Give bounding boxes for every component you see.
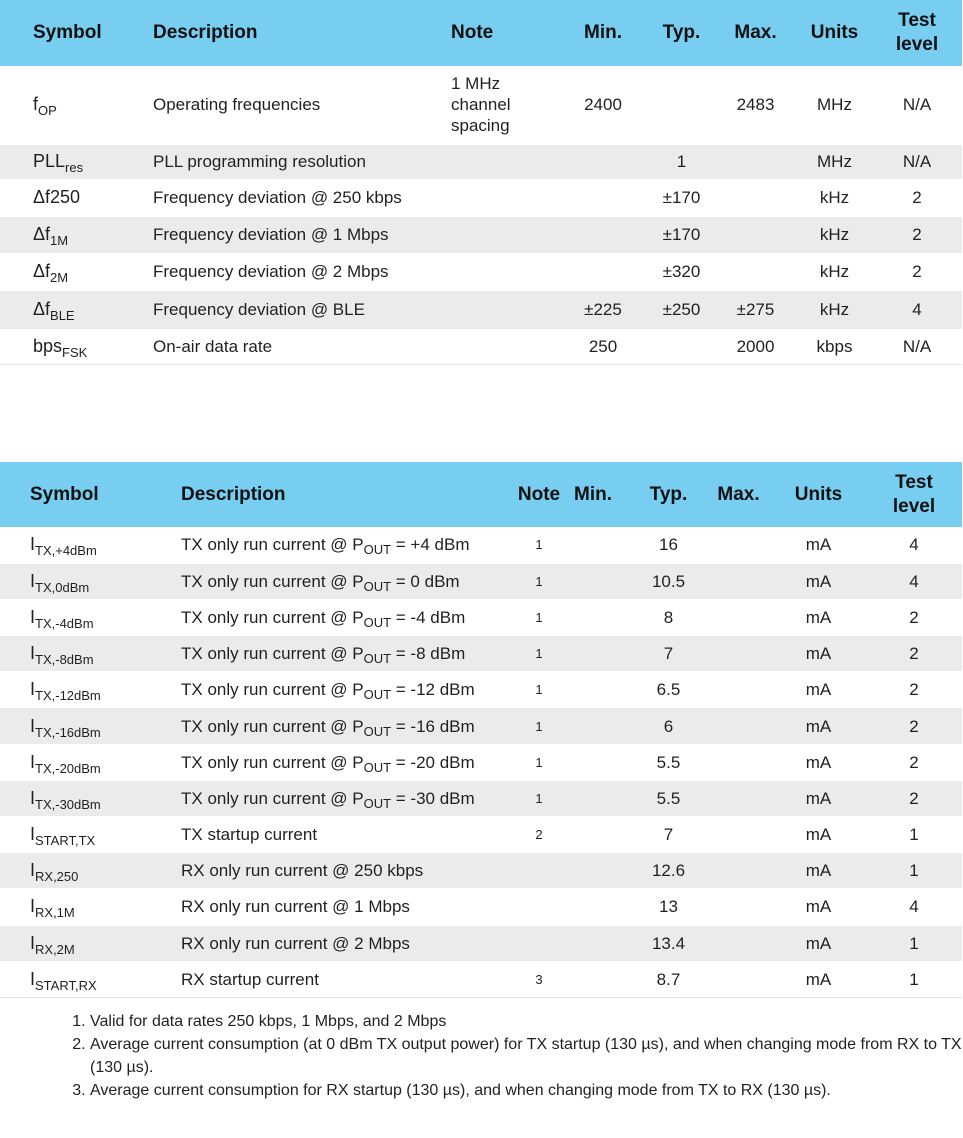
symbol-subscript: START,TX bbox=[35, 833, 96, 849]
note-cell: 1 bbox=[504, 599, 574, 635]
header-description: Description bbox=[153, 0, 451, 66]
note-cell: 1 bbox=[504, 527, 574, 563]
note-cell: 1 bbox=[504, 744, 574, 780]
description-text: Frequency deviation @ 250 kbps bbox=[153, 188, 402, 207]
note-cell: 3 bbox=[504, 961, 574, 997]
table-row bbox=[0, 144, 962, 179]
symbol-text: I bbox=[30, 643, 36, 664]
description-text: RX startup current bbox=[181, 969, 319, 989]
table-row bbox=[0, 817, 962, 853]
min-cell bbox=[574, 708, 631, 744]
typ-cell: ±250 bbox=[649, 290, 714, 329]
min-cell bbox=[557, 253, 649, 290]
symbol-subscript: START,RX bbox=[35, 977, 97, 993]
min-cell bbox=[574, 563, 631, 599]
level-cell: N/A bbox=[872, 144, 962, 179]
units-cell: MHz bbox=[797, 144, 872, 179]
footnote-3: 3. Average current consumption for RX startup (130 µs), and when changing mode from TX to RX (130 µs). bbox=[90, 1079, 963, 1102]
symbol-cell bbox=[33, 253, 153, 290]
symbol-subscript: TX,-30dBm bbox=[35, 796, 101, 812]
symbol-cell bbox=[30, 527, 181, 563]
description-subscript: OUT bbox=[363, 578, 392, 594]
level-cell: 2 bbox=[866, 780, 962, 816]
table-row bbox=[0, 290, 962, 329]
description-text: TX only run current @ P bbox=[181, 644, 364, 664]
symbol-text: I bbox=[30, 787, 36, 808]
symbol-cell bbox=[30, 780, 181, 816]
description-subscript: OUT bbox=[363, 651, 392, 667]
description-cell bbox=[181, 780, 504, 816]
header-typ: Typ. bbox=[649, 0, 714, 66]
typ-cell: 7 bbox=[631, 817, 706, 853]
note-cell bbox=[451, 144, 557, 179]
symbol-cell bbox=[30, 889, 181, 925]
description-tail: = 0 dBm bbox=[391, 571, 460, 591]
max-cell: ±275 bbox=[714, 290, 797, 329]
max-cell bbox=[706, 817, 771, 853]
description-tail: = +4 dBm bbox=[391, 535, 470, 555]
note-cell bbox=[451, 329, 557, 364]
max-cell bbox=[706, 744, 771, 780]
typ-cell: 1 bbox=[649, 144, 714, 179]
description-text: Frequency deviation @ 2 Mbps bbox=[153, 262, 389, 281]
max-cell: 2000 bbox=[714, 329, 797, 364]
max-cell bbox=[706, 889, 771, 925]
units-cell: mA bbox=[771, 744, 866, 780]
table-row bbox=[0, 179, 962, 216]
units-cell: kHz bbox=[797, 216, 872, 253]
description-cell bbox=[181, 708, 504, 744]
description-cell bbox=[153, 216, 451, 253]
description-subscript: OUT bbox=[363, 723, 392, 739]
header-test-level: Test level bbox=[866, 462, 962, 527]
description-tail: = -20 dBm bbox=[391, 752, 475, 772]
max-cell bbox=[714, 144, 797, 179]
frequency-parameters-table bbox=[0, 0, 962, 365]
header-description: Description bbox=[181, 462, 504, 527]
units-cell: mA bbox=[771, 780, 866, 816]
description-cell bbox=[181, 853, 504, 889]
symbol-subscript: TX,-8dBm bbox=[35, 652, 94, 668]
typ-cell: 8 bbox=[631, 599, 706, 635]
max-cell bbox=[706, 708, 771, 744]
typ-cell: 12.6 bbox=[631, 853, 706, 889]
level-cell: 1 bbox=[866, 853, 962, 889]
symbol-subscript: 2M bbox=[50, 270, 69, 285]
header-max: Max. bbox=[706, 462, 771, 527]
min-cell: 250 bbox=[557, 329, 649, 364]
units-cell: mA bbox=[771, 889, 866, 925]
header-min: Min. bbox=[574, 462, 631, 527]
units-cell: mA bbox=[771, 599, 866, 635]
min-cell: 2400 bbox=[557, 66, 649, 144]
min-cell bbox=[574, 889, 631, 925]
note-cell: 1 bbox=[504, 708, 574, 744]
symbol-text: Δf bbox=[33, 299, 51, 319]
note-text: 1 MHz bbox=[451, 74, 501, 94]
typ-cell bbox=[649, 329, 714, 364]
min-cell bbox=[574, 599, 631, 635]
description-text: PLL programming resolution bbox=[153, 152, 366, 171]
description-text: TX only run current @ P bbox=[181, 571, 364, 591]
level-cell: 4 bbox=[866, 563, 962, 599]
table-row bbox=[0, 253, 962, 290]
note-cell: 1 bbox=[504, 636, 574, 672]
max-cell: 2483 bbox=[714, 66, 797, 144]
max-cell bbox=[706, 527, 771, 563]
max-cell bbox=[706, 853, 771, 889]
header-note: Note bbox=[451, 0, 557, 66]
note-cell: 1 bbox=[504, 672, 574, 708]
symbol-cell bbox=[30, 636, 181, 672]
description-text: TX only run current @ P bbox=[181, 752, 364, 772]
units-cell: MHz bbox=[797, 66, 872, 144]
symbol-text: Δf250 bbox=[33, 187, 81, 207]
typ-cell: 10.5 bbox=[631, 563, 706, 599]
symbol-text: Δf bbox=[33, 224, 51, 244]
level-cell: 2 bbox=[866, 636, 962, 672]
typ-cell: 13 bbox=[631, 889, 706, 925]
typ-cell: 8.7 bbox=[631, 961, 706, 997]
description-text: TX only run current @ P bbox=[181, 535, 364, 555]
max-cell bbox=[706, 925, 771, 961]
note-cell bbox=[451, 216, 557, 253]
max-cell bbox=[706, 599, 771, 635]
level-cell: 2 bbox=[866, 599, 962, 635]
table-row bbox=[0, 672, 962, 708]
typ-cell bbox=[649, 66, 714, 144]
symbol-subscript: RX,2M bbox=[35, 941, 75, 957]
min-cell bbox=[574, 853, 631, 889]
max-cell bbox=[706, 636, 771, 672]
typ-cell: 16 bbox=[631, 527, 706, 563]
header-max: Max. bbox=[714, 0, 797, 66]
max-cell bbox=[714, 253, 797, 290]
units-cell: mA bbox=[771, 961, 866, 997]
symbol-cell bbox=[33, 179, 153, 216]
description-tail: = -30 dBm bbox=[391, 788, 475, 808]
symbol-text: bps bbox=[33, 336, 63, 356]
description-tail: = -12 dBm bbox=[391, 680, 475, 700]
description-cell bbox=[153, 253, 451, 290]
units-cell: kbps bbox=[797, 329, 872, 364]
symbol-cell bbox=[30, 744, 181, 780]
note-cell bbox=[451, 290, 557, 329]
note-cell bbox=[504, 925, 574, 961]
symbol-cell bbox=[30, 961, 181, 997]
level-cell: 1 bbox=[866, 817, 962, 853]
symbol-subscript: RX,1M bbox=[35, 905, 75, 921]
description-text: TX startup current bbox=[181, 825, 318, 845]
description-cell bbox=[181, 925, 504, 961]
min-cell bbox=[574, 636, 631, 672]
symbol-cell bbox=[30, 672, 181, 708]
description-cell bbox=[181, 599, 504, 635]
symbol-subscript: OP bbox=[38, 103, 57, 119]
footnote-2: 2. Average current consumption (at 0 dBm TX output power) for TX startup (130 µs), and when changing mode from RX to TX (130 µs). bbox=[90, 1033, 963, 1079]
table-row bbox=[0, 708, 962, 744]
units-cell: kHz bbox=[797, 290, 872, 329]
symbol-subscript: FSK bbox=[62, 345, 88, 360]
level-cell: N/A bbox=[872, 66, 962, 144]
level-cell: 2 bbox=[866, 672, 962, 708]
description-tail: = -8 dBm bbox=[391, 644, 466, 664]
table-row bbox=[0, 563, 962, 599]
table-row bbox=[0, 925, 962, 961]
header-units: Units bbox=[771, 462, 866, 527]
symbol-subscript: TX,-20dBm bbox=[35, 760, 101, 776]
symbol-text: I bbox=[30, 932, 36, 953]
description-cell bbox=[153, 66, 451, 144]
typ-cell: ±170 bbox=[649, 216, 714, 253]
typ-cell: 13.4 bbox=[631, 925, 706, 961]
table-header-row bbox=[0, 0, 962, 66]
symbol-subscript: TX,0dBm bbox=[35, 579, 90, 595]
symbol-cell bbox=[33, 66, 153, 144]
symbol-text: PLL bbox=[33, 151, 66, 171]
units-cell: kHz bbox=[797, 253, 872, 290]
description-text: TX only run current @ P bbox=[181, 607, 364, 627]
header-symbol: Symbol bbox=[33, 0, 153, 66]
description-cell bbox=[181, 744, 504, 780]
symbol-subscript: TX,+4dBm bbox=[35, 543, 97, 559]
level-cell: 1 bbox=[866, 961, 962, 997]
description-text: TX only run current @ P bbox=[181, 788, 364, 808]
symbol-text: I bbox=[30, 570, 36, 591]
symbol-cell bbox=[30, 817, 181, 853]
footnotes-list bbox=[60, 1010, 963, 1102]
header-symbol: Symbol bbox=[30, 462, 181, 527]
table-row bbox=[0, 853, 962, 889]
level-cell: 2 bbox=[866, 744, 962, 780]
description-text: TX only run current @ P bbox=[181, 716, 364, 736]
symbol-text: I bbox=[30, 715, 36, 736]
symbol-cell bbox=[30, 563, 181, 599]
symbol-cell bbox=[33, 329, 153, 364]
description-cell bbox=[181, 563, 504, 599]
description-text: Frequency deviation @ BLE bbox=[153, 300, 365, 319]
symbol-cell bbox=[30, 708, 181, 744]
description-subscript: OUT bbox=[363, 795, 392, 811]
level-cell: 2 bbox=[872, 253, 962, 290]
description-cell bbox=[181, 889, 504, 925]
min-cell bbox=[574, 780, 631, 816]
description-cell bbox=[181, 636, 504, 672]
min-cell bbox=[574, 527, 631, 563]
table-row bbox=[0, 744, 962, 780]
level-cell: 4 bbox=[872, 290, 962, 329]
max-cell bbox=[706, 780, 771, 816]
min-cell bbox=[557, 144, 649, 179]
symbol-subscript: TX,-16dBm bbox=[35, 724, 101, 740]
level-cell: N/A bbox=[872, 329, 962, 364]
note-cell bbox=[504, 889, 574, 925]
symbol-subscript: BLE bbox=[50, 308, 75, 323]
symbol-text: I bbox=[30, 534, 36, 555]
symbol-subscript: TX,-12dBm bbox=[35, 688, 101, 704]
max-cell bbox=[706, 563, 771, 599]
header-test-level: Test level bbox=[872, 0, 962, 66]
description-cell bbox=[181, 527, 504, 563]
symbol-subscript: 1M bbox=[50, 233, 69, 248]
description-text: TX only run current @ P bbox=[181, 680, 364, 700]
min-cell bbox=[574, 925, 631, 961]
typ-cell: 5.5 bbox=[631, 744, 706, 780]
header-note: Note bbox=[504, 462, 574, 527]
symbol-text: I bbox=[30, 751, 36, 772]
description-subscript: OUT bbox=[363, 759, 392, 775]
symbol-text: I bbox=[30, 860, 36, 881]
units-cell: kHz bbox=[797, 179, 872, 216]
table-row bbox=[0, 636, 962, 672]
symbol-cell bbox=[33, 144, 153, 179]
description-subscript: OUT bbox=[363, 614, 392, 630]
symbol-subscript: RX,250 bbox=[35, 869, 79, 885]
note-cell bbox=[451, 179, 557, 216]
units-cell: mA bbox=[771, 817, 866, 853]
level-cell: 2 bbox=[872, 179, 962, 216]
min-cell bbox=[574, 961, 631, 997]
typ-cell: 7 bbox=[631, 636, 706, 672]
symbol-text: f bbox=[33, 94, 39, 115]
note-cell: 1 bbox=[504, 563, 574, 599]
symbol-text: I bbox=[30, 896, 36, 917]
typ-cell: 6 bbox=[631, 708, 706, 744]
header-typ: Typ. bbox=[631, 462, 706, 527]
table-header-row bbox=[0, 462, 962, 527]
description-tail: = -4 dBm bbox=[391, 607, 466, 627]
typ-cell: ±170 bbox=[649, 179, 714, 216]
description-cell bbox=[181, 817, 504, 853]
max-cell bbox=[706, 672, 771, 708]
description-text: Operating frequencies bbox=[153, 95, 321, 115]
description-cell bbox=[181, 672, 504, 708]
units-cell: mA bbox=[771, 672, 866, 708]
symbol-text: I bbox=[30, 968, 36, 989]
min-cell bbox=[574, 672, 631, 708]
units-cell: mA bbox=[771, 853, 866, 889]
description-tail: = -16 dBm bbox=[391, 716, 475, 736]
level-cell: 4 bbox=[866, 527, 962, 563]
table-row bbox=[0, 961, 962, 997]
symbol-cell bbox=[30, 925, 181, 961]
max-cell bbox=[714, 179, 797, 216]
max-cell bbox=[706, 961, 771, 997]
symbol-text: Δf bbox=[33, 261, 51, 281]
min-cell bbox=[574, 817, 631, 853]
min-cell bbox=[557, 179, 649, 216]
description-text: RX only run current @ 1 Mbps bbox=[181, 897, 410, 917]
units-cell: mA bbox=[771, 925, 866, 961]
symbol-cell bbox=[33, 290, 153, 329]
description-text: RX only run current @ 2 Mbps bbox=[181, 933, 410, 953]
description-subscript: OUT bbox=[363, 542, 392, 558]
header-units: Units bbox=[797, 0, 872, 66]
symbol-subscript: TX,-4dBm bbox=[35, 615, 94, 631]
level-cell: 4 bbox=[866, 889, 962, 925]
units-cell: mA bbox=[771, 527, 866, 563]
description-text: Frequency deviation @ 1 Mbps bbox=[153, 225, 389, 244]
description-text: RX only run current @ 250 kbps bbox=[181, 861, 424, 881]
description-subscript: OUT bbox=[363, 687, 392, 703]
symbol-text: I bbox=[30, 824, 36, 845]
table-row bbox=[0, 66, 962, 144]
note-cell: 2 bbox=[504, 817, 574, 853]
table-row bbox=[0, 780, 962, 816]
table-row bbox=[0, 599, 962, 635]
table-row bbox=[0, 329, 962, 364]
typ-cell: 5.5 bbox=[631, 780, 706, 816]
table-row bbox=[0, 889, 962, 925]
typ-cell: ±320 bbox=[649, 253, 714, 290]
max-cell bbox=[714, 216, 797, 253]
note-text: spacing bbox=[451, 116, 510, 136]
symbol-text: I bbox=[30, 606, 36, 627]
note-cell bbox=[504, 853, 574, 889]
note-cell bbox=[451, 66, 557, 144]
symbol-cell bbox=[33, 216, 153, 253]
symbol-text: I bbox=[30, 679, 36, 700]
current-consumption-table bbox=[0, 462, 962, 998]
note-cell: 1 bbox=[504, 780, 574, 816]
min-cell bbox=[574, 744, 631, 780]
level-cell: 2 bbox=[866, 708, 962, 744]
typ-cell: 6.5 bbox=[631, 672, 706, 708]
min-cell: ±225 bbox=[557, 290, 649, 329]
description-text: On-air data rate bbox=[153, 337, 273, 356]
level-cell: 2 bbox=[872, 216, 962, 253]
note-cell bbox=[451, 253, 557, 290]
note-text: channel bbox=[451, 95, 511, 115]
symbol-cell bbox=[30, 853, 181, 889]
units-cell: mA bbox=[771, 708, 866, 744]
units-cell: mA bbox=[771, 636, 866, 672]
min-cell bbox=[557, 216, 649, 253]
description-cell bbox=[153, 290, 451, 329]
description-cell bbox=[153, 144, 451, 179]
table-row bbox=[0, 527, 962, 563]
table-row bbox=[0, 216, 962, 253]
units-cell: mA bbox=[771, 563, 866, 599]
header-min: Min. bbox=[557, 0, 649, 66]
symbol-subscript: res bbox=[65, 160, 84, 175]
symbol-cell bbox=[30, 599, 181, 635]
description-cell bbox=[153, 329, 451, 364]
footnote-1: 1. Valid for data rates 250 kbps, 1 Mbps, and 2 Mbps bbox=[90, 1010, 963, 1033]
description-cell bbox=[181, 961, 504, 997]
level-cell: 1 bbox=[866, 925, 962, 961]
description-cell bbox=[153, 179, 451, 216]
